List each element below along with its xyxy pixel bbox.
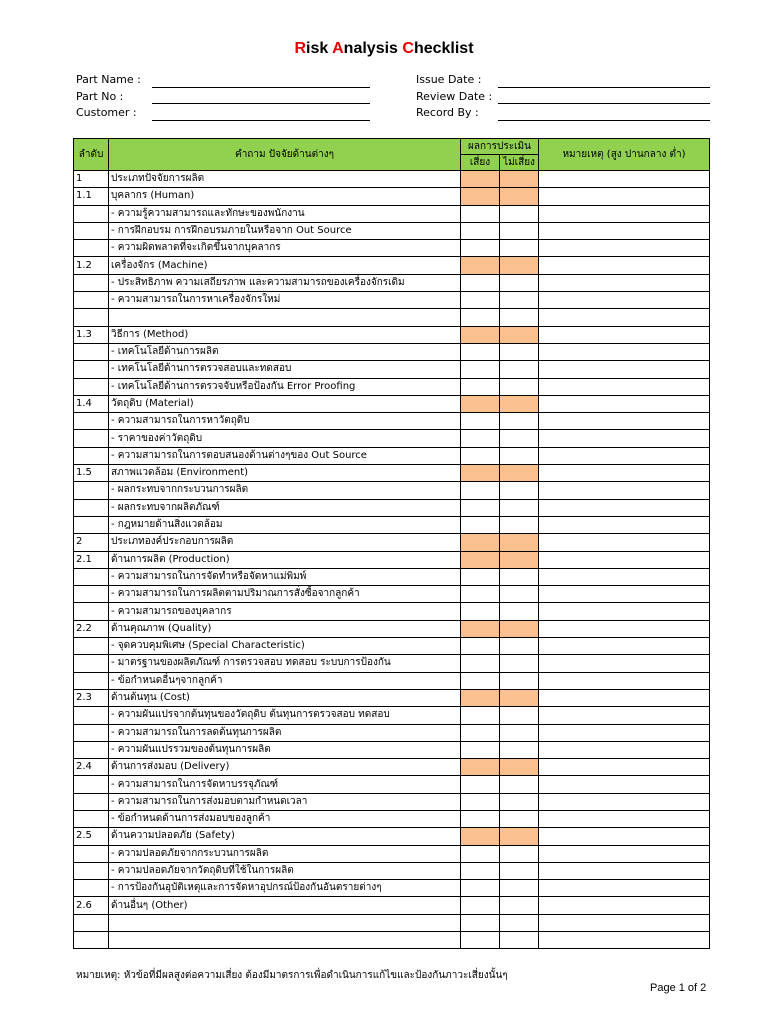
row-number [74,810,109,827]
row-question: - ประสิทธิภาพ ความเสถียรภาพ และความสามารถของเครื่องจักรเดิม [109,274,461,291]
risk-cell[interactable] [461,205,500,222]
table-row [74,776,710,793]
remark-cell[interactable] [539,430,710,447]
title-part-hecklist: hecklist [413,40,474,57]
remark-cell[interactable] [539,413,710,430]
no-risk-cell[interactable] [500,516,539,533]
risk-checklist-table [73,138,710,949]
row-number: 1.3 [74,326,109,343]
col-header-remark: หมายเหตุ (สูง ปานกลาง ต่ำ) [539,139,710,171]
row-number: 1 [74,171,109,188]
remark-cell[interactable] [539,482,710,499]
no-risk-cell[interactable] [500,430,539,447]
row-question: - การป้องกันอุบัติเหตุและการจัดหาอุปกรณ์ป้องกันอันตรายต่างๆ [109,880,461,897]
row-number [74,361,109,378]
no-risk-cell[interactable] [500,638,539,655]
row-question [109,309,461,326]
table-row [74,551,710,568]
row-number [74,447,109,464]
risk-cell[interactable] [461,499,500,516]
row-number [74,932,109,949]
no-risk-cell[interactable] [500,845,539,862]
risk-cell[interactable] [461,361,500,378]
row-number [74,309,109,326]
risk-cell[interactable] [461,188,500,205]
no-risk-cell[interactable] [500,395,539,412]
title-part-isk: isk [306,40,333,57]
table-row [74,188,710,205]
row-number: 2.4 [74,759,109,776]
table-row [74,309,710,326]
table-row [74,378,710,395]
remark-cell[interactable] [539,914,710,931]
no-risk-cell[interactable] [500,257,539,274]
no-risk-cell[interactable] [500,810,539,827]
no-risk-cell[interactable] [500,171,539,188]
row-question: ด้านความปลอดภัย (Safety) [109,828,461,845]
table-row [74,413,710,430]
remark-cell[interactable] [539,776,710,793]
risk-cell[interactable] [461,395,500,412]
risk-cell[interactable] [461,343,500,360]
risk-cell[interactable] [461,638,500,655]
row-question: - ความผันแปรจากต้นทุนของวัตถุดิบ ต้นทุนการตรวจสอบ ทดสอบ [109,707,461,724]
remark-cell[interactable] [539,171,710,188]
table-row [74,205,710,222]
no-risk-cell[interactable] [500,188,539,205]
row-number: 2 [74,534,109,551]
table-row [74,620,710,637]
table-row [74,482,710,499]
row-question: - เทคโนโลยีด้านการผลิต [109,343,461,360]
risk-cell[interactable] [461,914,500,931]
table-row [74,292,710,309]
row-question: ด้านการผลิต (Production) [109,551,461,568]
row-number: 2.3 [74,689,109,706]
table-row [74,810,710,827]
risk-cell[interactable] [461,897,500,914]
remark-cell[interactable] [539,759,710,776]
remark-cell[interactable] [539,499,710,516]
no-risk-cell[interactable] [500,689,539,706]
table-row [74,171,710,188]
table-row [74,465,710,482]
row-number [74,413,109,430]
risk-cell[interactable] [461,932,500,949]
risk-cell[interactable] [461,880,500,897]
table-row [74,689,710,706]
no-risk-cell[interactable] [500,568,539,585]
customer-label: Customer : [76,106,137,119]
no-risk-cell[interactable] [500,378,539,395]
col-header-risk: เสี่ยง [461,155,500,171]
row-number [74,343,109,360]
row-number [74,482,109,499]
review-date-label: Review Date : [416,90,493,103]
risk-cell[interactable] [461,447,500,464]
no-risk-cell[interactable] [500,447,539,464]
col-header-question: คำถาม ปัจจัยด้านต่างๆ [109,139,461,171]
no-risk-cell[interactable] [500,222,539,239]
risk-cell[interactable] [461,171,500,188]
row-number [74,672,109,689]
risk-cell[interactable] [461,326,500,343]
row-number [74,222,109,239]
document-title [0,40,768,58]
part-name-line[interactable] [152,87,370,88]
no-risk-cell[interactable] [500,655,539,672]
row-question [109,932,461,949]
remark-cell[interactable] [539,707,710,724]
row-number [74,378,109,395]
no-risk-cell[interactable] [500,707,539,724]
row-question: - ข้อกำหนดด้านการส่งมอบของลูกค้า [109,810,461,827]
row-question: - เทคโนโลยีด้านการตรวจสอบและทดสอบ [109,361,461,378]
row-question: - ความสามารถในการส่งมอบตามกำหนดเวลา [109,793,461,810]
row-number [74,430,109,447]
no-risk-cell[interactable] [500,205,539,222]
table-row [74,586,710,603]
title-letter-a: A [332,40,344,57]
remark-cell[interactable] [539,274,710,291]
remark-cell[interactable] [539,465,710,482]
no-risk-cell[interactable] [500,793,539,810]
no-risk-cell[interactable] [500,343,539,360]
remark-cell[interactable] [539,810,710,827]
no-risk-cell[interactable] [500,672,539,689]
remark-cell[interactable] [539,551,710,568]
row-question: - ความปลอดภัยจากกระบวนการผลิต [109,845,461,862]
risk-cell[interactable] [461,603,500,620]
row-question: - ความสามารถในการจัดทำหรือจัดหาแม่พิมพ์ [109,568,461,585]
row-question: บุคลากร (Human) [109,188,461,205]
row-question: ด้านอื่นๆ (Other) [109,897,461,914]
col-header-evaluation: ผลการประเมิน [461,139,539,155]
row-number [74,240,109,257]
remark-cell[interactable] [539,343,710,360]
no-risk-cell[interactable] [500,914,539,931]
remark-cell[interactable] [539,586,710,603]
risk-cell[interactable] [461,292,500,309]
no-risk-cell[interactable] [500,932,539,949]
risk-cell[interactable] [461,309,500,326]
part-no-line[interactable] [152,103,370,104]
risk-cell[interactable] [461,620,500,637]
risk-cell[interactable] [461,465,500,482]
no-risk-cell[interactable] [500,499,539,516]
remark-cell[interactable] [539,672,710,689]
row-number [74,205,109,222]
remark-cell[interactable] [539,741,710,758]
no-risk-cell[interactable] [500,620,539,637]
remark-cell[interactable] [539,309,710,326]
no-risk-cell[interactable] [500,741,539,758]
table-row [74,395,710,412]
remark-cell[interactable] [539,845,710,862]
part-no-label: Part No : [76,90,124,103]
risk-cell[interactable] [461,862,500,879]
risk-cell[interactable] [461,222,500,239]
table-row [74,568,710,585]
remark-cell[interactable] [539,395,710,412]
table-row [74,326,710,343]
table-row [74,274,710,291]
record-by-label: Record By : [416,106,479,119]
risk-cell[interactable] [461,828,500,845]
table-row [74,914,710,931]
row-question: - ความสามารถในการลดต้นทุนการผลิต [109,724,461,741]
table-row [74,862,710,879]
no-risk-cell[interactable] [500,326,539,343]
row-number [74,862,109,879]
row-number [74,516,109,533]
row-number: 2.6 [74,897,109,914]
row-question: ประเภทองค์ประกอบการผลิต [109,534,461,551]
table-row [74,741,710,758]
remark-cell[interactable] [539,828,710,845]
no-risk-cell[interactable] [500,240,539,257]
row-question: - ความผันแปรรวมของต้นทุนการผลิต [109,741,461,758]
row-number [74,845,109,862]
remark-cell[interactable] [539,361,710,378]
row-number [74,655,109,672]
title-part-nalysis: nalysis [343,40,403,57]
row-question: เครื่องจักร (Machine) [109,257,461,274]
no-risk-cell[interactable] [500,897,539,914]
table-row [74,707,710,724]
risk-cell[interactable] [461,845,500,862]
risk-cell[interactable] [461,793,500,810]
risk-cell[interactable] [461,534,500,551]
risk-cell[interactable] [461,810,500,827]
no-risk-cell[interactable] [500,361,539,378]
risk-cell[interactable] [461,413,500,430]
table-row [74,257,710,274]
remark-cell[interactable] [539,534,710,551]
row-number [74,638,109,655]
review-date-line[interactable] [498,103,710,104]
row-question: - เทคโนโลยีด้านการตรวจจับหรือป้องกัน Error Proofing [109,378,461,395]
risk-cell[interactable] [461,776,500,793]
table-row [74,932,710,949]
col-header-no-risk: ไม่เสี่ยง [500,155,539,171]
table-row [74,430,710,447]
no-risk-cell[interactable] [500,776,539,793]
no-risk-cell[interactable] [500,465,539,482]
table-row [74,880,710,897]
row-question: ด้านการส่งมอบ (Delivery) [109,759,461,776]
remark-cell[interactable] [539,897,710,914]
row-number: 2.1 [74,551,109,568]
remark-cell[interactable] [539,205,710,222]
risk-cell[interactable] [461,689,500,706]
row-number [74,776,109,793]
table-row [74,793,710,810]
row-question: - ความสามารถในการผลิตตามปริมาณการสั่งซื้อจากลูกค้า [109,586,461,603]
table-row [74,724,710,741]
remark-cell[interactable] [539,603,710,620]
table-body [74,171,710,949]
risk-cell[interactable] [461,707,500,724]
row-number [74,741,109,758]
remark-cell[interactable] [539,292,710,309]
risk-cell[interactable] [461,516,500,533]
no-risk-cell[interactable] [500,862,539,879]
remark-cell[interactable] [539,932,710,949]
risk-cell[interactable] [461,586,500,603]
table-row [74,343,710,360]
no-risk-cell[interactable] [500,482,539,499]
title-letter-r: R [294,40,307,57]
no-risk-cell[interactable] [500,828,539,845]
row-number [74,880,109,897]
remark-cell[interactable] [539,862,710,879]
no-risk-cell[interactable] [500,759,539,776]
remark-cell[interactable] [539,568,710,585]
title-letter-c: C [402,40,414,57]
row-question: วัตถุดิบ (Material) [109,395,461,412]
table-row [74,638,710,655]
no-risk-cell[interactable] [500,880,539,897]
row-number [74,586,109,603]
remark-cell[interactable] [539,222,710,239]
row-number [74,724,109,741]
table-row [74,516,710,533]
row-number: 1.5 [74,465,109,482]
risk-cell[interactable] [461,430,500,447]
row-question: - ผลกระทบจากผลิตภัณฑ์ [109,499,461,516]
row-question: - ข้อกำหนดอื่นๆจากลูกค้า [109,672,461,689]
row-number: 1.1 [74,188,109,205]
remark-cell[interactable] [539,793,710,810]
table-row [74,361,710,378]
no-risk-cell[interactable] [500,724,539,741]
table-row [74,534,710,551]
row-number [74,707,109,724]
risk-cell[interactable] [461,655,500,672]
issue-date-label: Issue Date : [416,73,482,86]
row-question: - กฎหมายด้านสิ่งแวดล้อม [109,516,461,533]
risk-cell[interactable] [461,551,500,568]
col-header-no: ลำดับ [74,139,109,171]
table-row [74,240,710,257]
risk-cell[interactable] [461,672,500,689]
remark-cell[interactable] [539,620,710,637]
row-question: - ความสามารถในการจัดหาบรรจุภัณฑ์ [109,776,461,793]
remark-cell[interactable] [539,447,710,464]
risk-cell[interactable] [461,482,500,499]
no-risk-cell[interactable] [500,309,539,326]
risk-cell[interactable] [461,240,500,257]
risk-cell[interactable] [461,759,500,776]
remark-cell[interactable] [539,638,710,655]
row-question: - การฝึกอบรม การฝึกอบรมภายในหรือจาก Out Source [109,222,461,239]
row-question: - มาตรฐานของผลิตภัณฑ์ การตรวจสอบ ทดสอบ ระบบการป้องกัน [109,655,461,672]
risk-cell[interactable] [461,568,500,585]
row-question: - ความสามารถในการตอบสนองด้านต่างๆของ Out Source [109,447,461,464]
remark-cell[interactable] [539,880,710,897]
row-number [74,274,109,291]
row-number [74,292,109,309]
risk-cell[interactable] [461,274,500,291]
table-row [74,222,710,239]
row-question: วิธีการ (Method) [109,326,461,343]
no-risk-cell[interactable] [500,274,539,291]
no-risk-cell[interactable] [500,551,539,568]
risk-cell[interactable] [461,378,500,395]
row-number: 2.2 [74,620,109,637]
row-question: - ผลกระทบจากกระบวนการผลิต [109,482,461,499]
part-name-label: Part Name : [76,73,141,86]
issue-date-line[interactable] [498,87,710,88]
row-question: ประเภทปัจจัยการผลิต [109,171,461,188]
no-risk-cell[interactable] [500,586,539,603]
remark-cell[interactable] [539,689,710,706]
row-number [74,793,109,810]
page-number: Page 1 of 2 [650,982,707,994]
row-question: - ความสามารถในการหาวัตถุดิบ [109,413,461,430]
row-number [74,914,109,931]
table-row [74,897,710,914]
row-question [109,914,461,931]
row-question: ด้านคุณภาพ (Quality) [109,620,461,637]
no-risk-cell[interactable] [500,534,539,551]
table-row [74,672,710,689]
no-risk-cell[interactable] [500,603,539,620]
row-number [74,603,109,620]
row-number [74,568,109,585]
row-question: - ความรู้ความสามารถและทักษะของพนักงาน [109,205,461,222]
remark-cell[interactable] [539,257,710,274]
row-number: 1.4 [74,395,109,412]
table-row [74,845,710,862]
row-question: สภาพแวดล้อม (Environment) [109,465,461,482]
table-row [74,447,710,464]
table-row [74,655,710,672]
record-by-line[interactable] [498,120,710,121]
remark-cell[interactable] [539,378,710,395]
row-question: - ความสามารถในการหาเครื่องจักรใหม่ [109,292,461,309]
remark-cell[interactable] [539,655,710,672]
row-question: ด้านต้นทุน (Cost) [109,689,461,706]
row-question: - จุดควบคุมพิเศษ (Special Characteristic) [109,638,461,655]
row-question: - ความสามารถของบุคลากร [109,603,461,620]
remark-cell[interactable] [539,326,710,343]
row-question: - ความปลอดภัยจากวัตถุดิบที่ใช้ในการผลิต [109,862,461,879]
risk-cell[interactable] [461,741,500,758]
remark-cell[interactable] [539,188,710,205]
table-row [74,759,710,776]
row-question: - ความผิดพลาดที่จะเกิดขึ้นจากบุคลากร [109,240,461,257]
risk-cell[interactable] [461,257,500,274]
row-number: 1.2 [74,257,109,274]
footnote: หมายเหตุ: หัวข้อที่มีผลสูงต่อความเสี่ยง ต้องมีมาตรการเพื่อดำเนินการแก้ไขและป้องกันภาวะเสี่ยงนั้นๆ [76,970,508,981]
no-risk-cell[interactable] [500,413,539,430]
remark-cell[interactable] [539,516,710,533]
risk-cell[interactable] [461,724,500,741]
table-row [74,828,710,845]
row-number: 2.5 [74,828,109,845]
remark-cell[interactable] [539,240,710,257]
row-number [74,499,109,516]
customer-line[interactable] [152,120,370,121]
remark-cell[interactable] [539,724,710,741]
table-row [74,603,710,620]
no-risk-cell[interactable] [500,292,539,309]
table-row [74,499,710,516]
row-question: - ราคาของค่าวัตถุดิบ [109,430,461,447]
